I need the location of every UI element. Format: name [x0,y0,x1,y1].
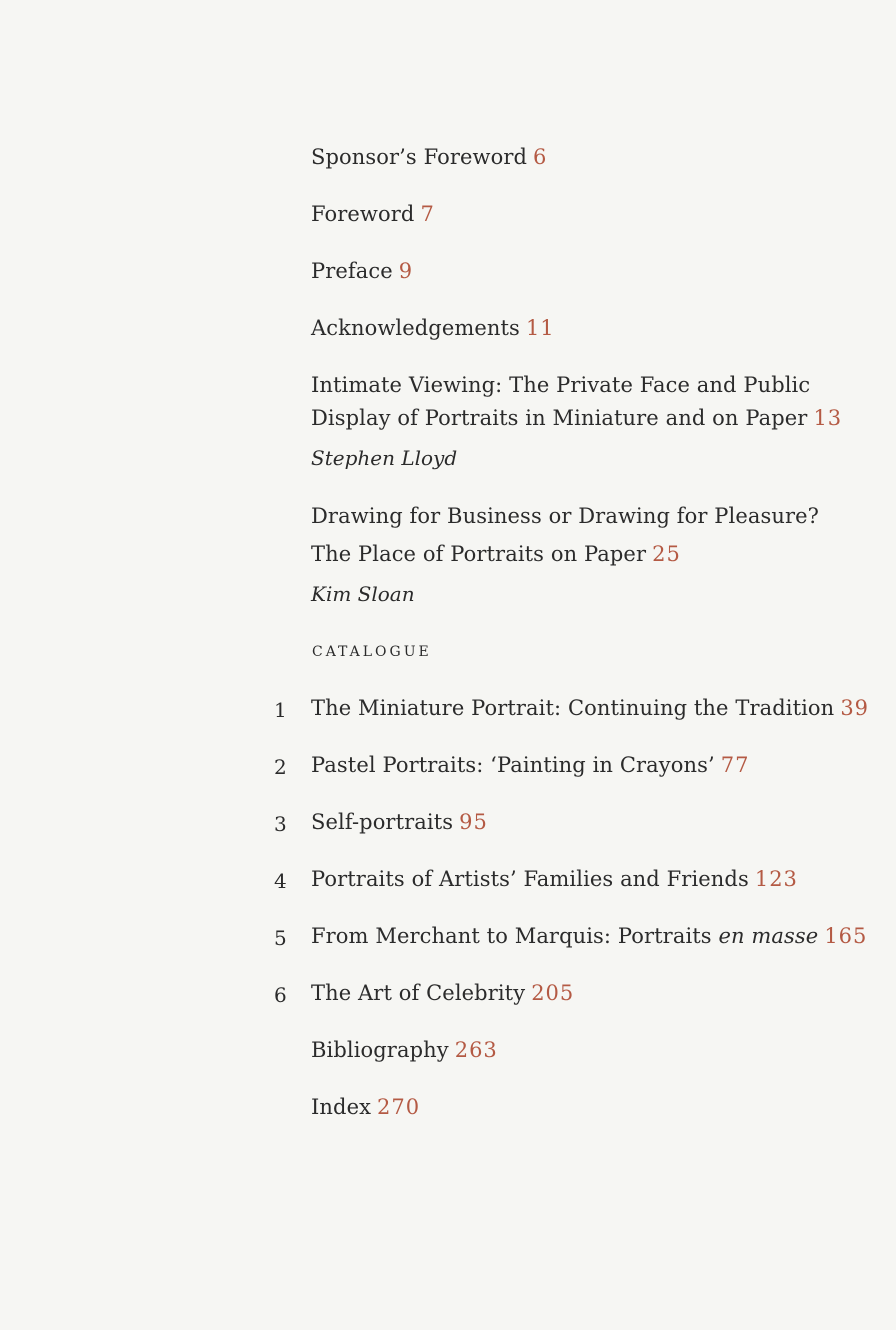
toc-essay-2-line-2 [311,541,681,567]
toc-entry-title: Pastel Portraits: ‘Painting in Crayons’ [311,753,715,777]
toc-essay-2-line-1 [311,503,819,529]
chapter-number: 1 [274,698,287,722]
chapter-number: 2 [274,755,287,779]
toc-entry-title: The Art of Celebrity [311,981,526,1005]
toc-entry-page-number: 263 [454,1038,498,1062]
toc-chapter-4 [311,866,798,892]
toc-entry-index [311,1094,420,1120]
chapter-number: 4 [274,869,287,893]
toc-entry-page-number: 11 [525,316,555,340]
toc-chapter-6 [311,980,574,1006]
toc-entry-title: From Merchant to Marquis: Portraits [311,924,712,948]
toc-entry-page-number: 77 [720,753,750,777]
toc-entry-title: The Miniature Portrait: Continuing the Tradition [311,696,835,720]
toc-chapter-5 [311,923,867,949]
toc-essay-1-line-1 [311,372,810,398]
toc-entry-title: Intimate Viewing: The Private Face and Public [311,373,811,397]
toc-entry-page-number: 270 [377,1095,421,1119]
toc-entry-page-number: 9 [398,259,414,283]
toc-entry-page-number: 39 [840,696,870,720]
toc-entry-title: Foreword [311,202,415,226]
toc-entry-title-italic: en masse [718,924,819,948]
toc-entry-title: Acknowledgements [311,316,520,340]
toc-chapter-1 [311,695,869,721]
toc-entry-page-number: 165 [824,924,868,948]
toc-essay-2-author: Kim Sloan [311,582,415,606]
toc-chapter-3 [311,809,488,835]
toc-entry-title: Self-portraits [311,810,454,834]
toc-entry-title: The Place of Portraits on Paper [311,542,647,566]
chapter-number: 5 [274,926,287,950]
toc-entry-page-number: 6 [533,145,548,169]
toc-essay-1-line-2 [311,405,842,431]
toc-entry-title: Display of Portraits in Miniature and on Paper [311,406,808,430]
toc-entry-title: Drawing for Business or Drawing for Pleasure? [311,504,820,528]
toc-entry-page-number: 205 [531,981,575,1005]
catalogue-heading: CATALOGUE [312,644,432,660]
toc-entry-page-number: 123 [754,867,798,891]
toc-entry-sponsors-foreword [311,144,547,170]
toc-entry-page-number: 25 [652,542,681,566]
chapter-number: 3 [274,812,287,836]
toc-entry-acknowledgements [311,315,555,341]
toc-entry-page-number: 13 [813,406,843,430]
toc-entry-title: Preface [311,259,393,283]
toc-entry-title: Index [311,1095,372,1119]
toc-entry-page-number: 95 [459,810,488,834]
toc-entry-bibliography [311,1037,498,1063]
toc-entry-page-number: 7 [420,202,435,226]
chapter-number: 6 [274,983,287,1007]
toc-entry-preface [311,258,413,284]
toc-entry-title: Sponsor’s Foreword [311,145,528,169]
toc-essay-1-author: Stephen Lloyd [311,446,458,470]
toc-entry-foreword [311,201,435,227]
toc-entry-title: Portraits of Artists’ Families and Friends [311,867,749,891]
toc-entry-title: Bibliography [311,1038,449,1062]
toc-chapter-2 [311,752,749,778]
